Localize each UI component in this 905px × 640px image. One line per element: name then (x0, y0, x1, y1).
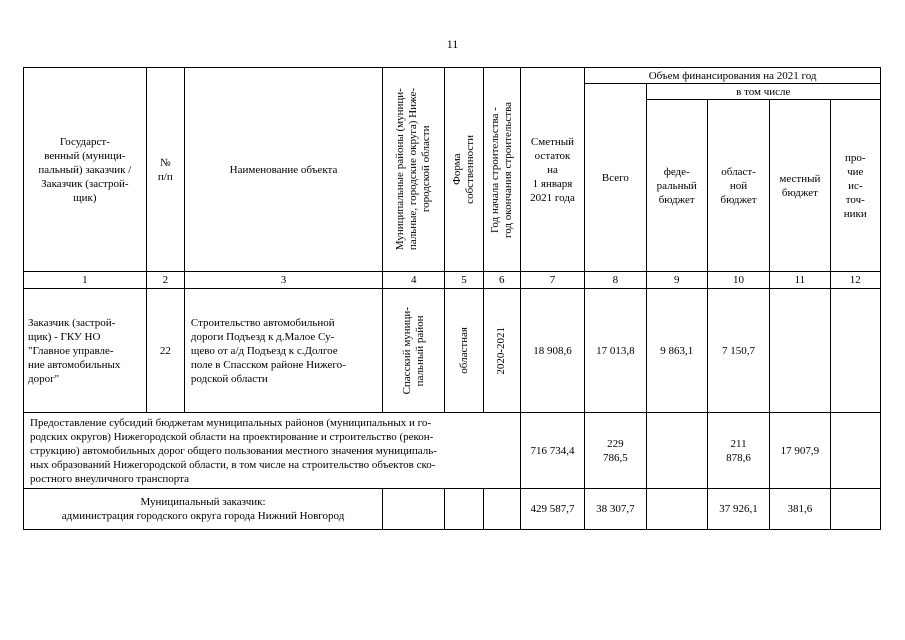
row3-local: 381,6 (770, 489, 830, 530)
row1-total: 17 013,8 (585, 289, 646, 413)
header-districts: Муниципальные районы (муници- пальные, городские округа) Ниже- городской области (394, 88, 433, 251)
col-number: 2 (146, 272, 184, 289)
header-number: № п/п (146, 68, 184, 272)
row3-other (830, 489, 880, 530)
row3-federal (646, 489, 707, 530)
header-customer: Государст- венный (муници- пальный) заказчик / Заказчик (застрой- щик) (24, 68, 147, 272)
col-number: 3 (184, 272, 382, 289)
col-number: 9 (646, 272, 707, 289)
col-number: 4 (383, 272, 445, 289)
header-including: в том числе (646, 84, 880, 100)
row1-balance: 18 908,6 (520, 289, 584, 413)
col-number: 5 (445, 272, 483, 289)
row3-regional: 37 926,1 (707, 489, 769, 530)
header-ownership-cell (445, 68, 483, 272)
row2-other (830, 413, 880, 489)
header-years-cell (483, 68, 520, 272)
row1-ownership: областная (457, 327, 470, 374)
row3-total: 38 307,7 (585, 489, 646, 530)
row2-balance: 716 734,4 (520, 413, 584, 489)
row2-regional: 211 878,6 (707, 413, 769, 489)
financing-table (23, 67, 881, 530)
col-number: 1 (24, 272, 147, 289)
table-row (24, 489, 881, 530)
row1-district-cell (383, 289, 445, 413)
header-other: про- чие ис- точ- ники (830, 100, 880, 272)
row1-years-cell (483, 289, 520, 413)
row2-local: 17 907,9 (770, 413, 830, 489)
row1-local (770, 289, 830, 413)
row1-number: 22 (146, 289, 184, 413)
header-local: местный бюджет (770, 100, 830, 272)
row2-description: Предоставление субсидий бюджетам муниципальных районов (муниципальных и го- родских округов) Нижегородской области на проектирование и строительство (рекон- струкцию) автомобильных дорог общего пользования местного значения муниципаль- ных образований Нижегородской области, в том числе на строительство объектов ско- ростного внеуличного транспорта (24, 413, 521, 489)
row2-federal (646, 413, 707, 489)
row1-regional: 7 150,7 (707, 289, 769, 413)
col-number: 10 (707, 272, 769, 289)
row1-years: 2020-2021 (495, 326, 508, 375)
header-estimated-balance: Сметный остаток на 1 января 2021 года (520, 68, 584, 272)
header-total: Всего (585, 84, 646, 272)
row1-customer: Заказчик (застрой- щик) - ГКУ НО "Главное управле- ние автомобильных дорог" (24, 289, 147, 413)
row1-other (830, 289, 880, 413)
col-number: 8 (585, 272, 646, 289)
col-number: 7 (520, 272, 584, 289)
header-funding-group: Объем финансирования на 2021 год (585, 68, 881, 84)
header-districts-cell (383, 68, 445, 272)
row2-total: 229 786,5 (585, 413, 646, 489)
empty-cell (445, 489, 483, 530)
row3-description: Муниципальный заказчик: администрация городского округа города Нижний Новгород (24, 489, 383, 530)
row1-ownership-cell (445, 289, 483, 413)
row1-object: Строительство автомобильной дороги Подъезд к д.Малое Су- щево от а/д Подъезд к с.Долгое поле в Спасском районе Нижего- родской области (184, 289, 382, 413)
empty-cell (383, 489, 445, 530)
header-object-name: Наименование объекта (184, 68, 382, 272)
col-number: 11 (770, 272, 830, 289)
col-number: 12 (830, 272, 880, 289)
header-years: Год начала строительства - год окончания строительства (488, 101, 514, 238)
table-row (24, 289, 881, 413)
col-number: 6 (483, 272, 520, 289)
header-ownership: Форма собственности (451, 135, 477, 204)
page-number: 11 (446, 37, 459, 51)
header-federal: феде- ральный бюджет (646, 100, 707, 272)
row1-federal: 9 863,1 (646, 289, 707, 413)
row3-balance: 429 587,7 (520, 489, 584, 530)
header-regional: област- ной бюджет (707, 100, 769, 272)
column-numbers-row (24, 272, 881, 289)
row1-district: Спасский муници- пальный район (400, 306, 426, 395)
table-row (24, 413, 881, 489)
empty-cell (483, 489, 520, 530)
